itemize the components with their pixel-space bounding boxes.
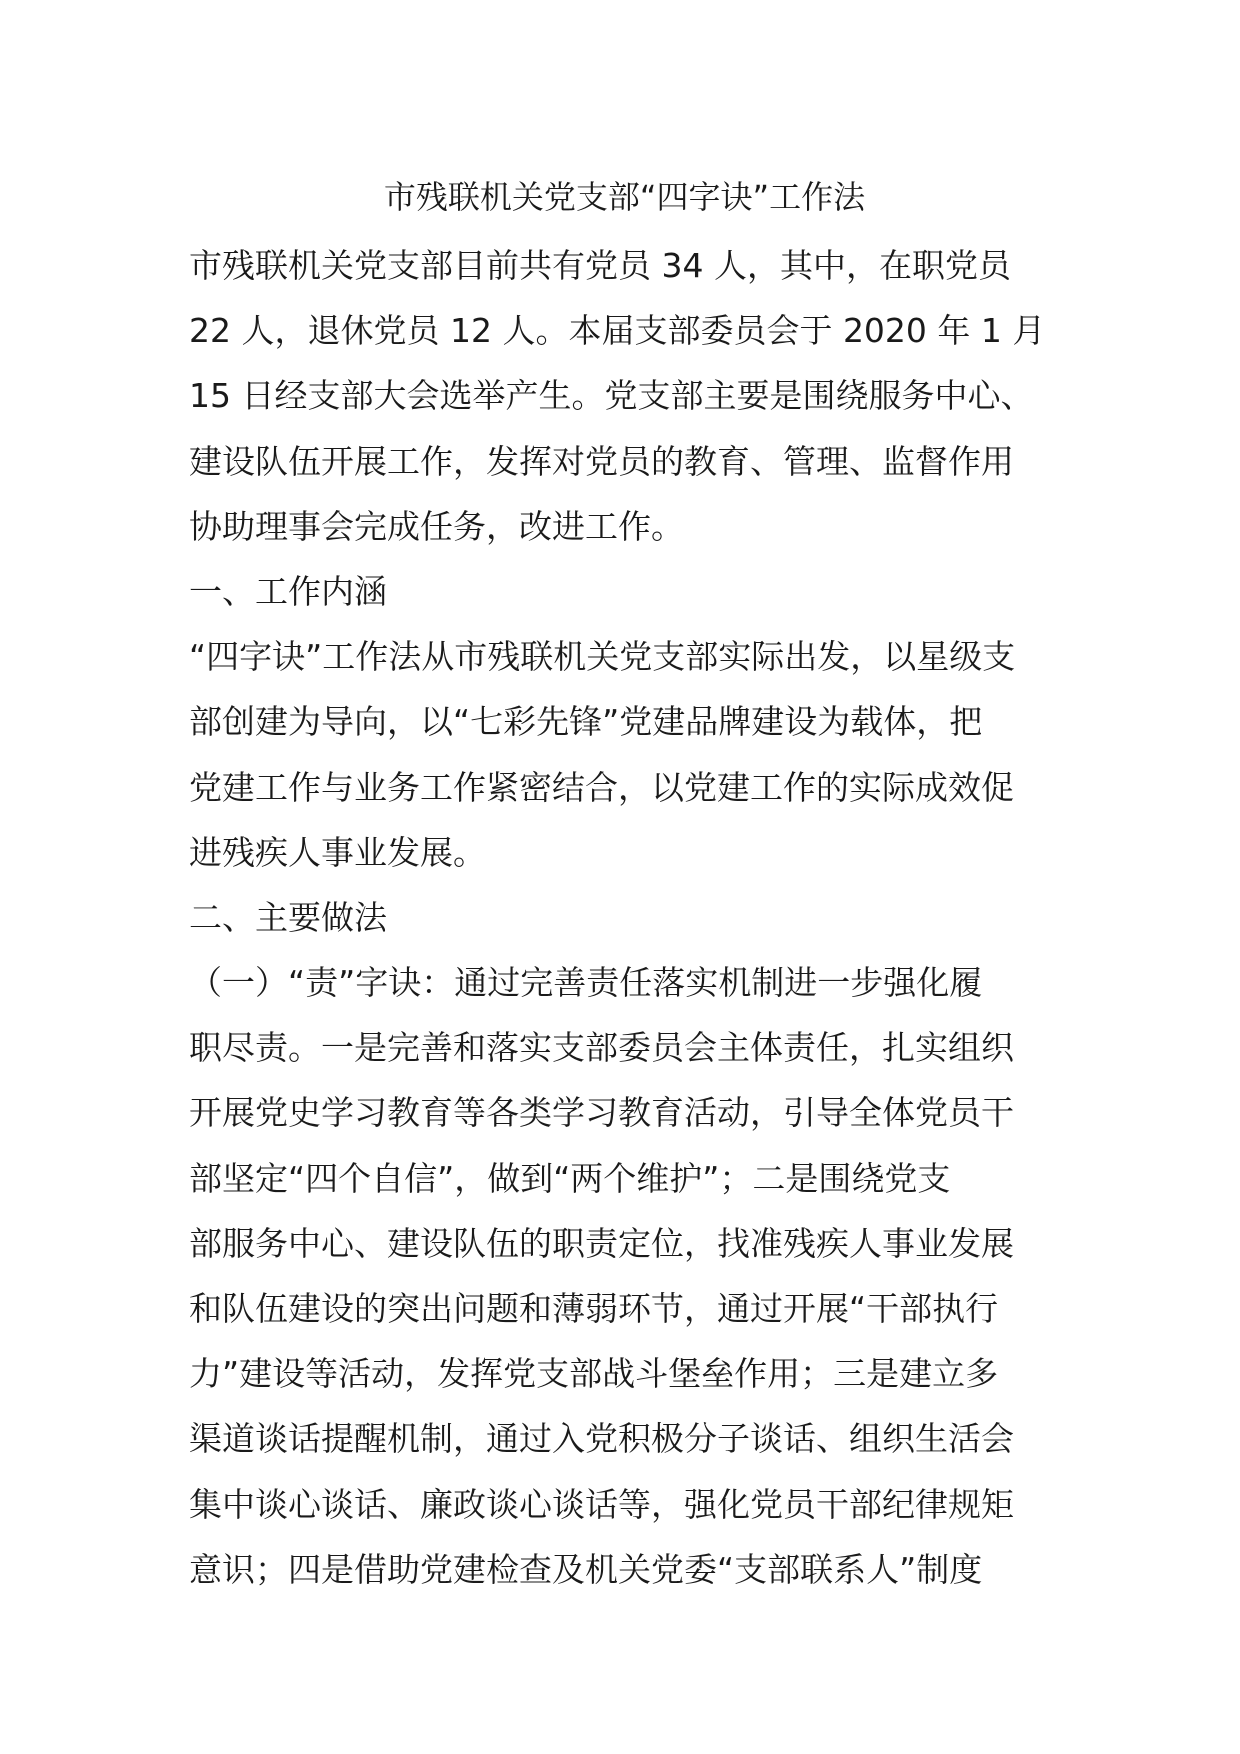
- text-line: 意识；四是借助党建检查及机关党委“支部联系人”制度: [189, 1549, 983, 1589]
- document-body: [189, 233, 1059, 1602]
- text-line: 渠道谈话提醒机制，通过入党积极分子谈话、组织生活会: [189, 1419, 1014, 1459]
- text-line: 部服务中心、建设队伍的职责定位，找准残疾人事业发展: [189, 1223, 1014, 1263]
- text-line: 建设队伍开展工作，发挥对党员的教育、管理、监督作用: [189, 441, 1014, 481]
- document-title: 市残联机关党支部“四字诀”工作法: [383, 178, 866, 216]
- text-line: 进残疾人事业发展。: [189, 832, 486, 872]
- text-line: “四字诀”工作法从市残联机关党支部实际出发，以星级支: [189, 637, 1016, 677]
- text-line: 和队伍建设的突出问题和薄弱环节，通过开展“干部执行: [189, 1289, 999, 1328]
- text-line: 职尽责。一是完善和落实支部委员会主体责任，扎实组织: [189, 1028, 1014, 1068]
- text-line: 市残联机关党支部目前共有党员 34 人，其中，在职党员: [189, 246, 1011, 285]
- text-line: 协助理事会完成任务，改进工作。: [189, 506, 684, 546]
- text-line: 党建工作与业务工作紧密结合，以党建工作的实际成效促: [189, 767, 1014, 807]
- text-line: 力”建设等活动，发挥党支部战斗堡垒作用；三是建立多: [189, 1354, 999, 1394]
- text-line: 部坚定“四个自信”，做到“两个维护”；二是围绕党支: [189, 1158, 951, 1198]
- text-line: 开展党史学习教育等各类学习教育活动，引导全体党员干: [189, 1093, 1014, 1133]
- text-line: 部创建为导向，以“七彩先锋”党建品牌建设为载体，把: [189, 702, 983, 742]
- section-heading-1: 一、工作内涵: [189, 571, 387, 611]
- text-line: 集中谈心谈话、廉政谈心谈话等，强化党员干部纪律规矩: [189, 1484, 1014, 1524]
- text-line: 15 日经支部大会选举产生。党支部主要是围绕服务中心、: [189, 376, 1034, 416]
- section-heading-2: 二、主要做法: [189, 897, 387, 937]
- text-line: （一）“责”字诀：通过完善责任落实机制进一步强化履: [189, 963, 983, 1003]
- text-line: 22 人，退休党员 12 人。本届支部委员会于 2020 年 1 月: [189, 311, 1046, 351]
